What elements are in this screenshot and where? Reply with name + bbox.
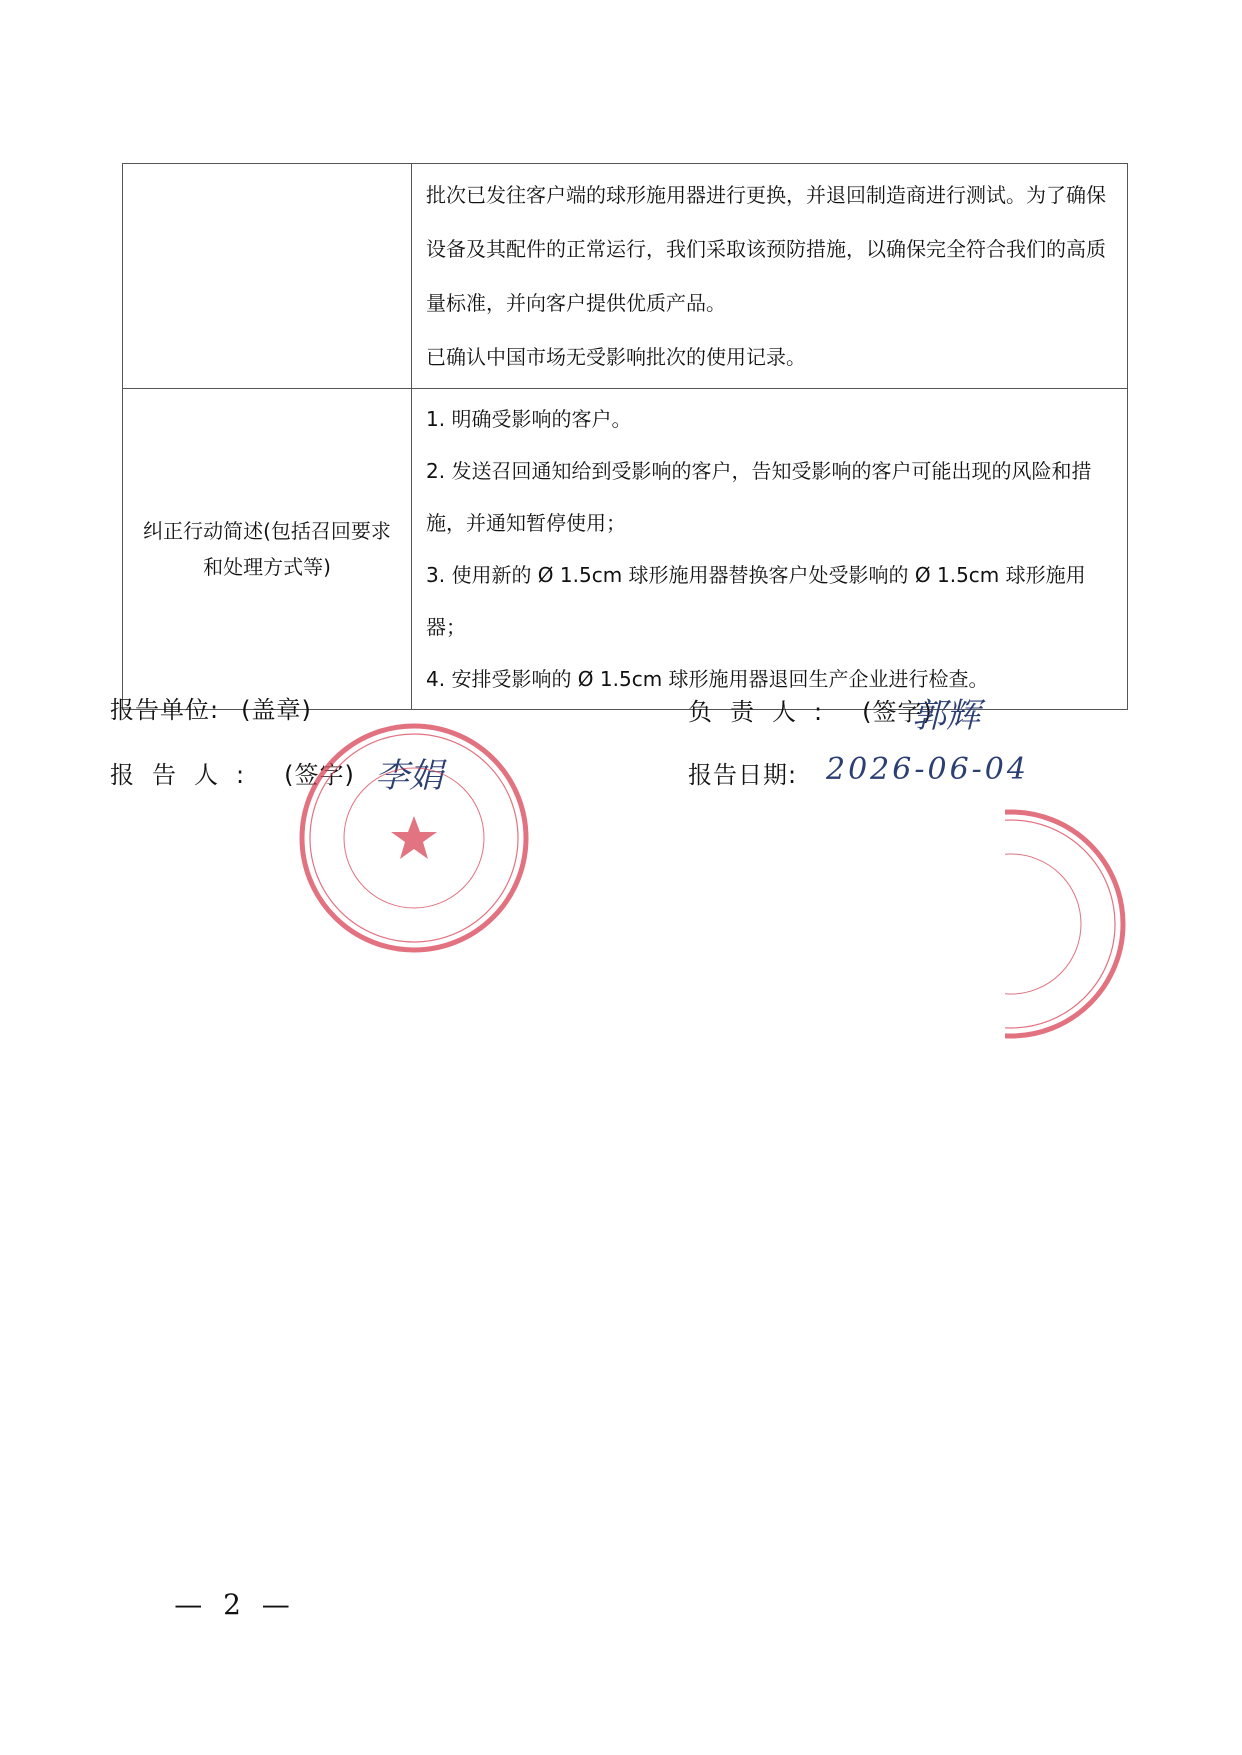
preventive-measure-paragraph: 批次已发往客户端的球形施用器进行更换，并退回制造商进行测试。为了确保设备及其配件的正常运行，我们采取该预防措施，以确保完全符合我们的高质量标准，并向客户提供优质产品。 [426,183,1106,315]
corrective-action-label-line2: 和处理方式等) [203,555,331,579]
table-row [123,164,1128,389]
report-unit-note: (盖章) [241,696,312,724]
row1-content-cell [412,164,1128,389]
corrective-action-content-cell [412,389,1128,710]
company-seal-stamp [294,718,534,958]
corrective-action-label-cell [123,389,412,710]
report-date-value: 2026-06-04 [826,752,1029,787]
recall-info-table [122,163,1128,710]
corrective-action-label-line1: 纠正行动简述(包括召回要求 [143,519,391,543]
action-item-3: 3. 使用新的 Ø 1.5cm 球形施用器替换客户处受影响的 Ø 1.5cm 球形施用器； [426,563,1086,639]
row1-label-cell [123,164,412,389]
page-number: — 2 — [174,1588,296,1621]
action-item-4: 4. 安排受影响的 Ø 1.5cm 球形施用器退回生产企业进行检查。 [426,667,989,691]
reporter-signature: 李娟 [375,756,443,796]
table-row [123,389,1128,710]
responsible-label: 负责人: [688,698,841,726]
responsible-note: (签字) [862,698,933,726]
responsible-line [688,692,933,727]
responsible-signature: 郭辉 [912,696,980,736]
china-market-paragraph: 已确认中国市场无受影响批次的使用记录。 [426,345,806,369]
reporter-label: 报告人: [110,761,263,789]
action-item-1: 1. 明确受影响的客户。 [426,407,632,431]
report-unit-line [110,690,312,725]
action-item-2: 2. 发送召回通知给到受影响的客户，告知受影响的客户可能出现的风险和措施，并通知暂停使用； [426,459,1092,535]
reporter-note: (签字) [284,761,355,789]
report-date-line [688,755,797,790]
report-unit-label: 报告单位: [110,696,220,724]
report-date-label: 报告日期: [688,761,798,789]
company-seal-stamp-partial [1005,800,1242,1050]
